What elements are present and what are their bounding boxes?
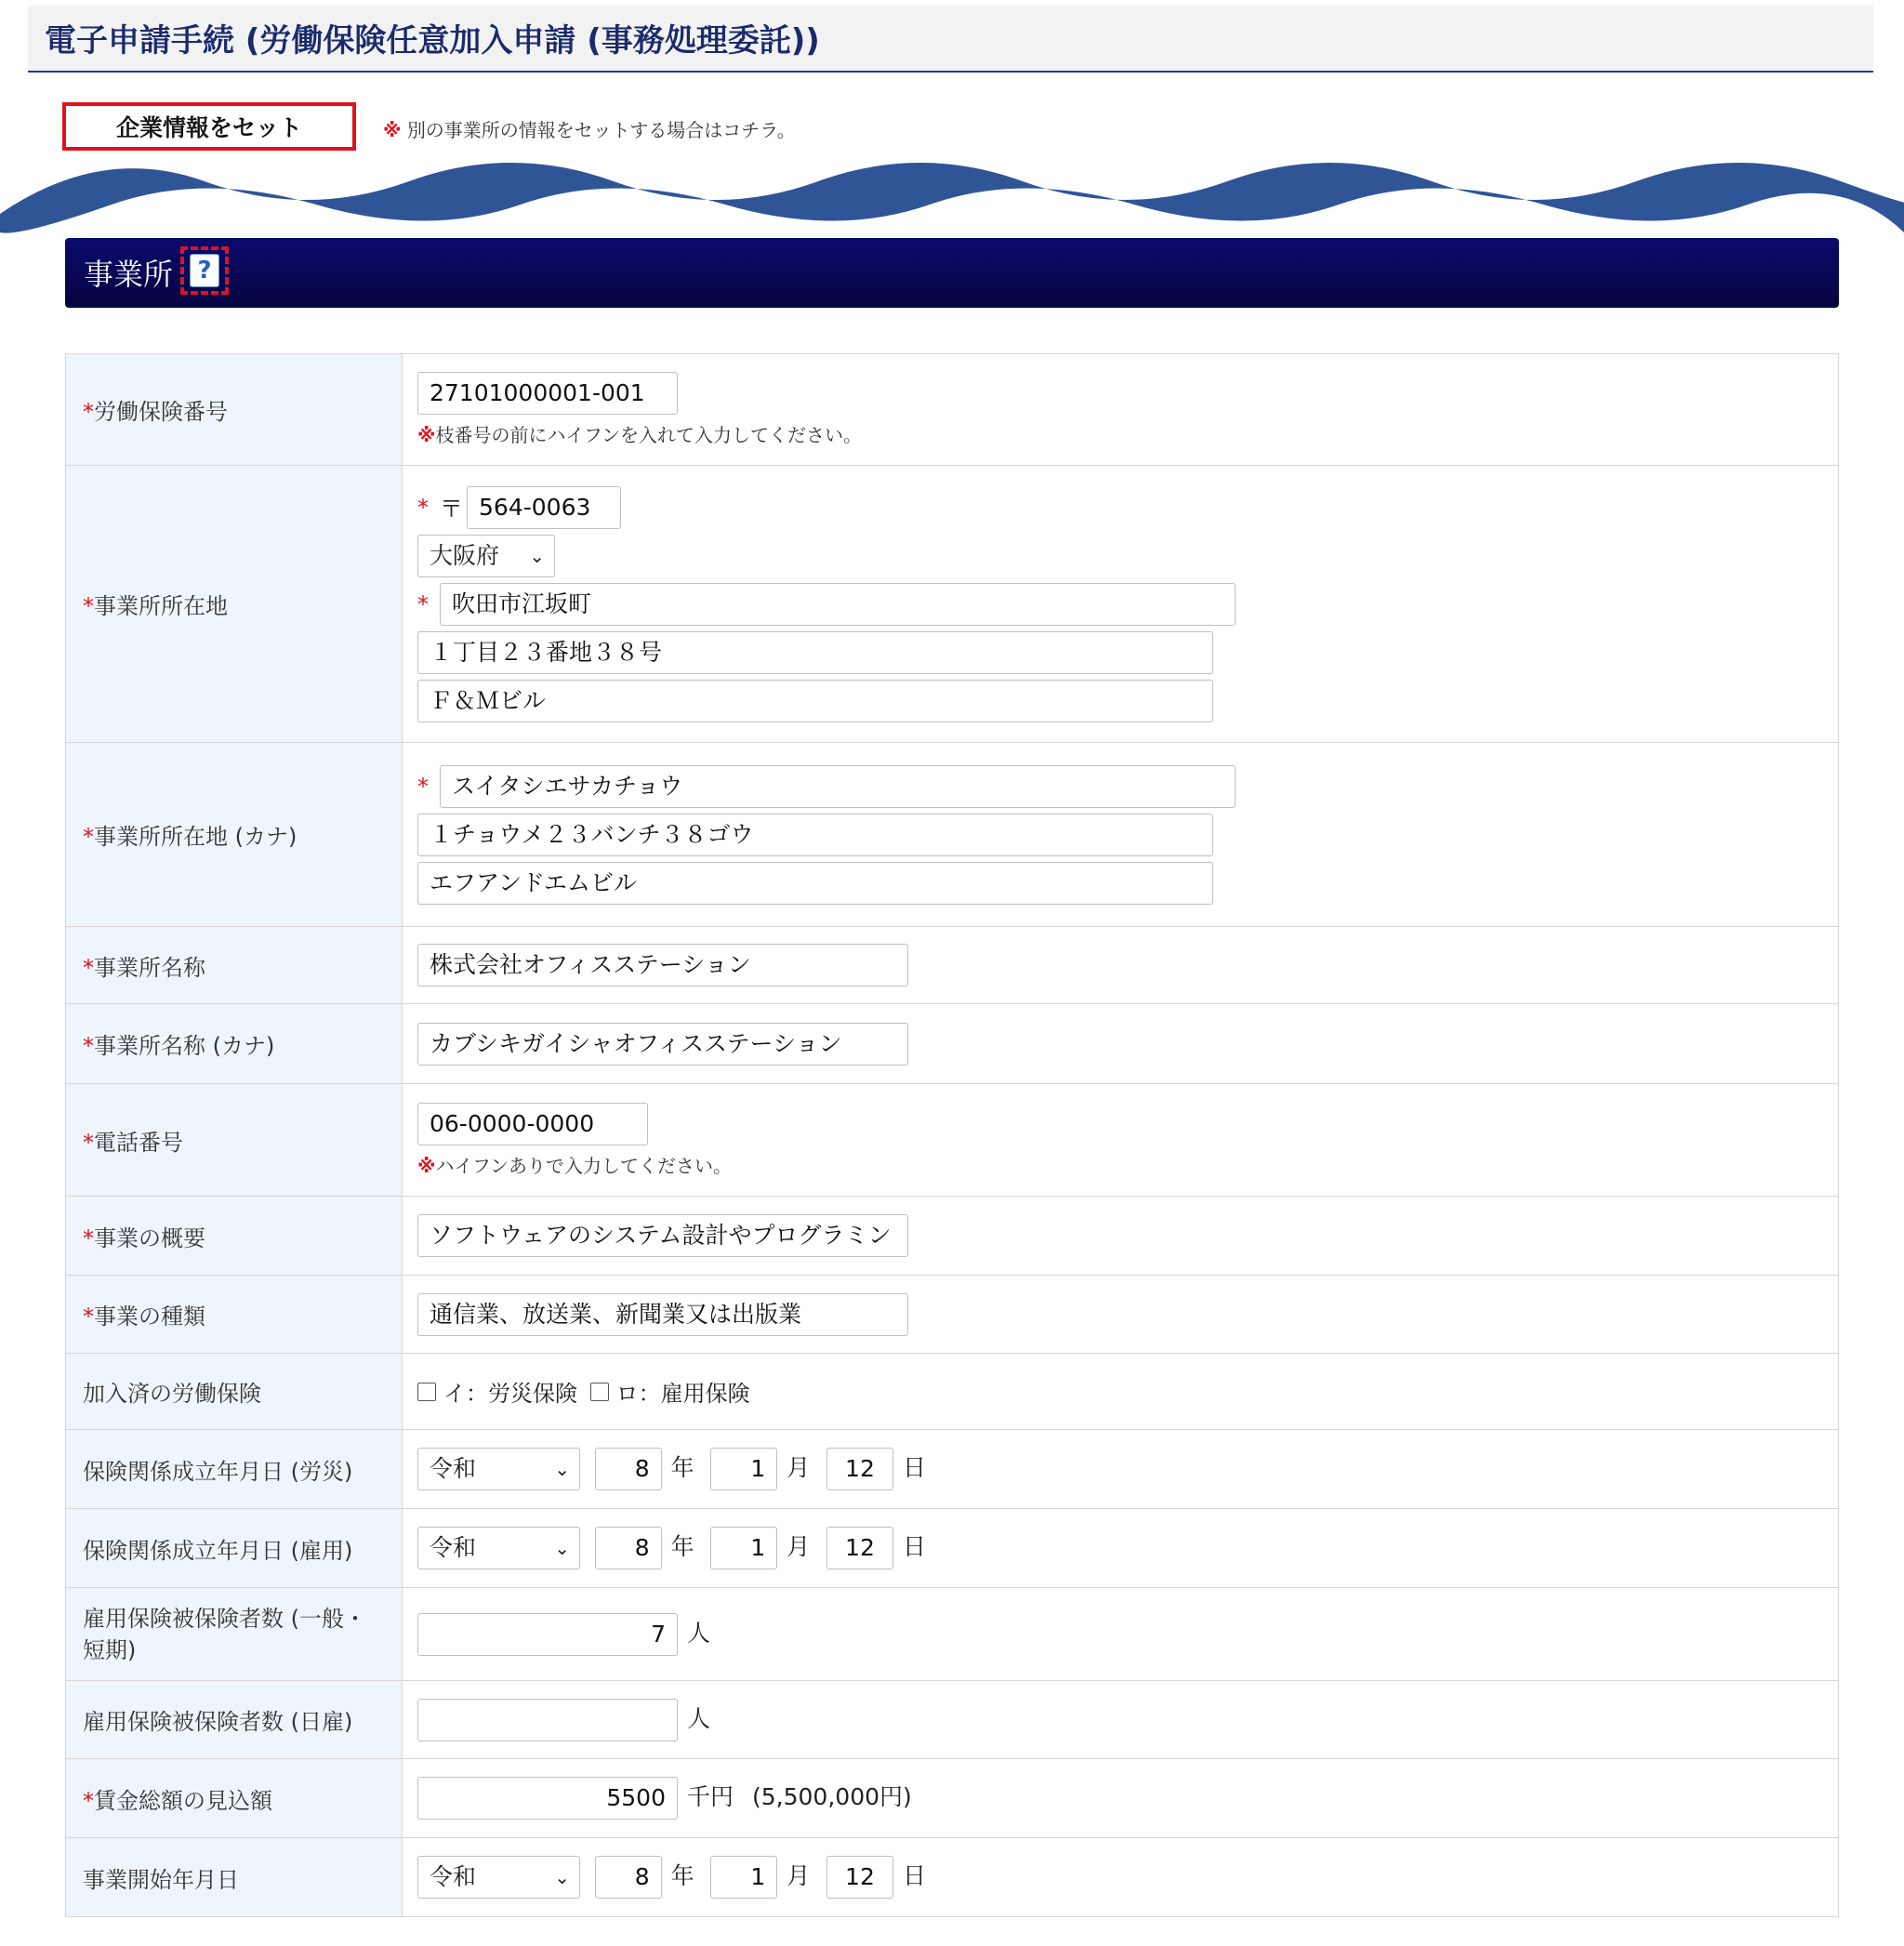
business-summary-input[interactable]: ソフトウェアのシステム設計やプログラミン [417, 1214, 908, 1257]
address-line1-input[interactable]: 吹田市江坂町 [440, 583, 1236, 626]
label-company-name: *事業所名称 [66, 927, 403, 1004]
label-business-start: 事業開始年月日 [66, 1838, 403, 1917]
label-address-kana: *事業所所在地 (カナ) [66, 743, 403, 927]
workers-comp-label: イ：労災保険 [443, 1381, 577, 1407]
section-header [65, 238, 1839, 308]
label-wage-estimate: *賃金総額の見込額 [66, 1759, 403, 1838]
address-kana-line1-input[interactable]: スイタシエサカチョウ [440, 765, 1236, 808]
row-business-start: 事業開始年月日 令和 ⌄ 8 年 1 月 12 日 [66, 1838, 1839, 1917]
row-address-kana: *事業所所在地 (カナ) * スイタシエサカチョウ １チョウメ２３バンチ３８ゴウ エフアンドエムビル [66, 743, 1839, 927]
row-phone [66, 1084, 1839, 1197]
month-input-employment[interactable]: 1 [710, 1527, 777, 1569]
row-company-name-kana [66, 1004, 1839, 1084]
address-line3-input[interactable]: Ｆ＆Ｍビル [417, 680, 1213, 722]
era-select-business-start[interactable]: 令和 ⌄ [417, 1856, 580, 1899]
label-enrolled-insurance: 加入済の労働保険 [66, 1354, 403, 1430]
company-name-kana-input[interactable]: カブシキガイシャオフィスステーション [417, 1023, 908, 1066]
label-insured-daily: 雇用保険被保険者数 (日雇) [66, 1681, 403, 1759]
insurance-number-note: ※枝番号の前にハイフンを入れて入力してください。 [417, 424, 863, 446]
company-name-input[interactable]: 株式会社オフィスステーション [417, 944, 908, 986]
era-select-workers[interactable]: 令和 ⌄ [417, 1448, 580, 1490]
label-insurance-number: *労働保険番号 [66, 354, 403, 466]
row-date-employment: 保険関係成立年月日 (雇用) 令和 ⌄ 8 年 1 月 12 日 [66, 1509, 1839, 1588]
row-wage-estimate: *賃金総額の見込額 5500 千円 (5,500,000円) [66, 1759, 1839, 1838]
phone-input[interactable]: 06-0000-0000 [417, 1103, 648, 1145]
label-address: *事業所所在地 [66, 466, 403, 743]
phone-note: ※ハイフンありで入力してください。 [417, 1154, 733, 1177]
address-kana-line2-input[interactable]: １チョウメ２３バンチ３８ゴウ [417, 814, 1213, 856]
chevron-down-icon: ⌄ [554, 1537, 570, 1559]
insured-daily-input[interactable] [417, 1699, 678, 1741]
label-phone: *電話番号 [66, 1084, 403, 1197]
year-input-workers[interactable]: 8 [595, 1448, 662, 1490]
month-input-workers[interactable]: 1 [710, 1448, 777, 1490]
page-title: 電子申請手続 (労働保険任意加入申請 (事務処理委託)) [45, 22, 820, 60]
business-type-input[interactable]: 通信業、放送業、新聞業又は出版業 [417, 1293, 908, 1336]
set-note [383, 115, 796, 142]
employment-insurance-label: ロ：雇用保険 [615, 1381, 750, 1407]
row-company-name [66, 927, 1839, 1004]
month-input-business-start[interactable]: 1 [710, 1856, 777, 1899]
row-enrolled-insurance [66, 1354, 1839, 1430]
help-icon: ? [190, 254, 219, 287]
insurance-number-input[interactable]: 27101000001-001 [417, 372, 678, 415]
year-input-employment[interactable]: 8 [595, 1527, 662, 1569]
era-select-employment[interactable]: 令和 ⌄ [417, 1527, 580, 1569]
label-company-name-kana: *事業所名称 (カナ) [66, 1004, 403, 1084]
wage-estimate-input[interactable]: 5500 [417, 1777, 678, 1820]
row-insured-general: 雇用保険被保険者数 (一般・短期) 7 人 [66, 1588, 1839, 1681]
row-business-type [66, 1276, 1839, 1354]
year-input-business-start[interactable]: 8 [595, 1856, 662, 1899]
title-bar [28, 6, 1873, 73]
workers-comp-checkbox[interactable] [417, 1383, 436, 1401]
help-button[interactable] [180, 246, 229, 295]
day-input-workers[interactable]: 12 [826, 1448, 893, 1490]
row-date-workers: 保険関係成立年月日 (労災) 令和 ⌄ 8 年 1 月 12 日 [66, 1430, 1839, 1509]
note-mark: ※ [383, 119, 402, 141]
insured-general-input[interactable]: 7 [417, 1613, 678, 1656]
prefecture-select[interactable]: 大阪府 ⌄ [417, 535, 555, 577]
address-kana-line3-input[interactable]: エフアンドエムビル [417, 862, 1213, 905]
day-input-employment[interactable]: 12 [826, 1527, 893, 1569]
postal-symbol: 〒 [440, 495, 464, 523]
label-date-employment: 保険関係成立年月日 (雇用) [66, 1509, 403, 1588]
chevron-down-icon: ⌄ [529, 544, 545, 567]
label-date-workers: 保険関係成立年月日 (労災) [66, 1430, 403, 1509]
row-insured-daily: 雇用保険被保険者数 (日雇) 人 [66, 1681, 1839, 1759]
label-insured-general: 雇用保険被保険者数 (一般・短期) [66, 1588, 403, 1681]
day-input-business-start[interactable]: 12 [826, 1856, 893, 1899]
postal-input[interactable]: 564-0063 [467, 486, 621, 529]
label-business-type: *事業の種類 [66, 1276, 403, 1354]
office-form [65, 353, 1839, 1917]
set-company-info-button[interactable]: 企業情報をセット [62, 102, 356, 151]
row-insurance-number [66, 354, 1839, 466]
set-note-text: 別の事業所の情報をセットする場合はコチラ。 [406, 119, 796, 141]
address-line2-input[interactable]: １丁目２３番地３８号 [417, 631, 1213, 674]
label-business-summary: *事業の概要 [66, 1197, 403, 1276]
chevron-down-icon: ⌄ [554, 1458, 570, 1480]
section-title: 事業所 [84, 257, 174, 292]
chevron-down-icon: ⌄ [554, 1866, 570, 1888]
employment-insurance-checkbox[interactable] [590, 1383, 609, 1401]
row-business-summary [66, 1197, 1839, 1276]
wage-display: (5,500,000円) [752, 1783, 912, 1810]
row-address: *事業所所在地 * 〒 564-0063 大阪府 ⌄ * 吹田市江坂町 １丁目２３番地３８号 Ｆ＆Ｍビル [66, 466, 1839, 743]
wave-divider [0, 139, 1904, 242]
